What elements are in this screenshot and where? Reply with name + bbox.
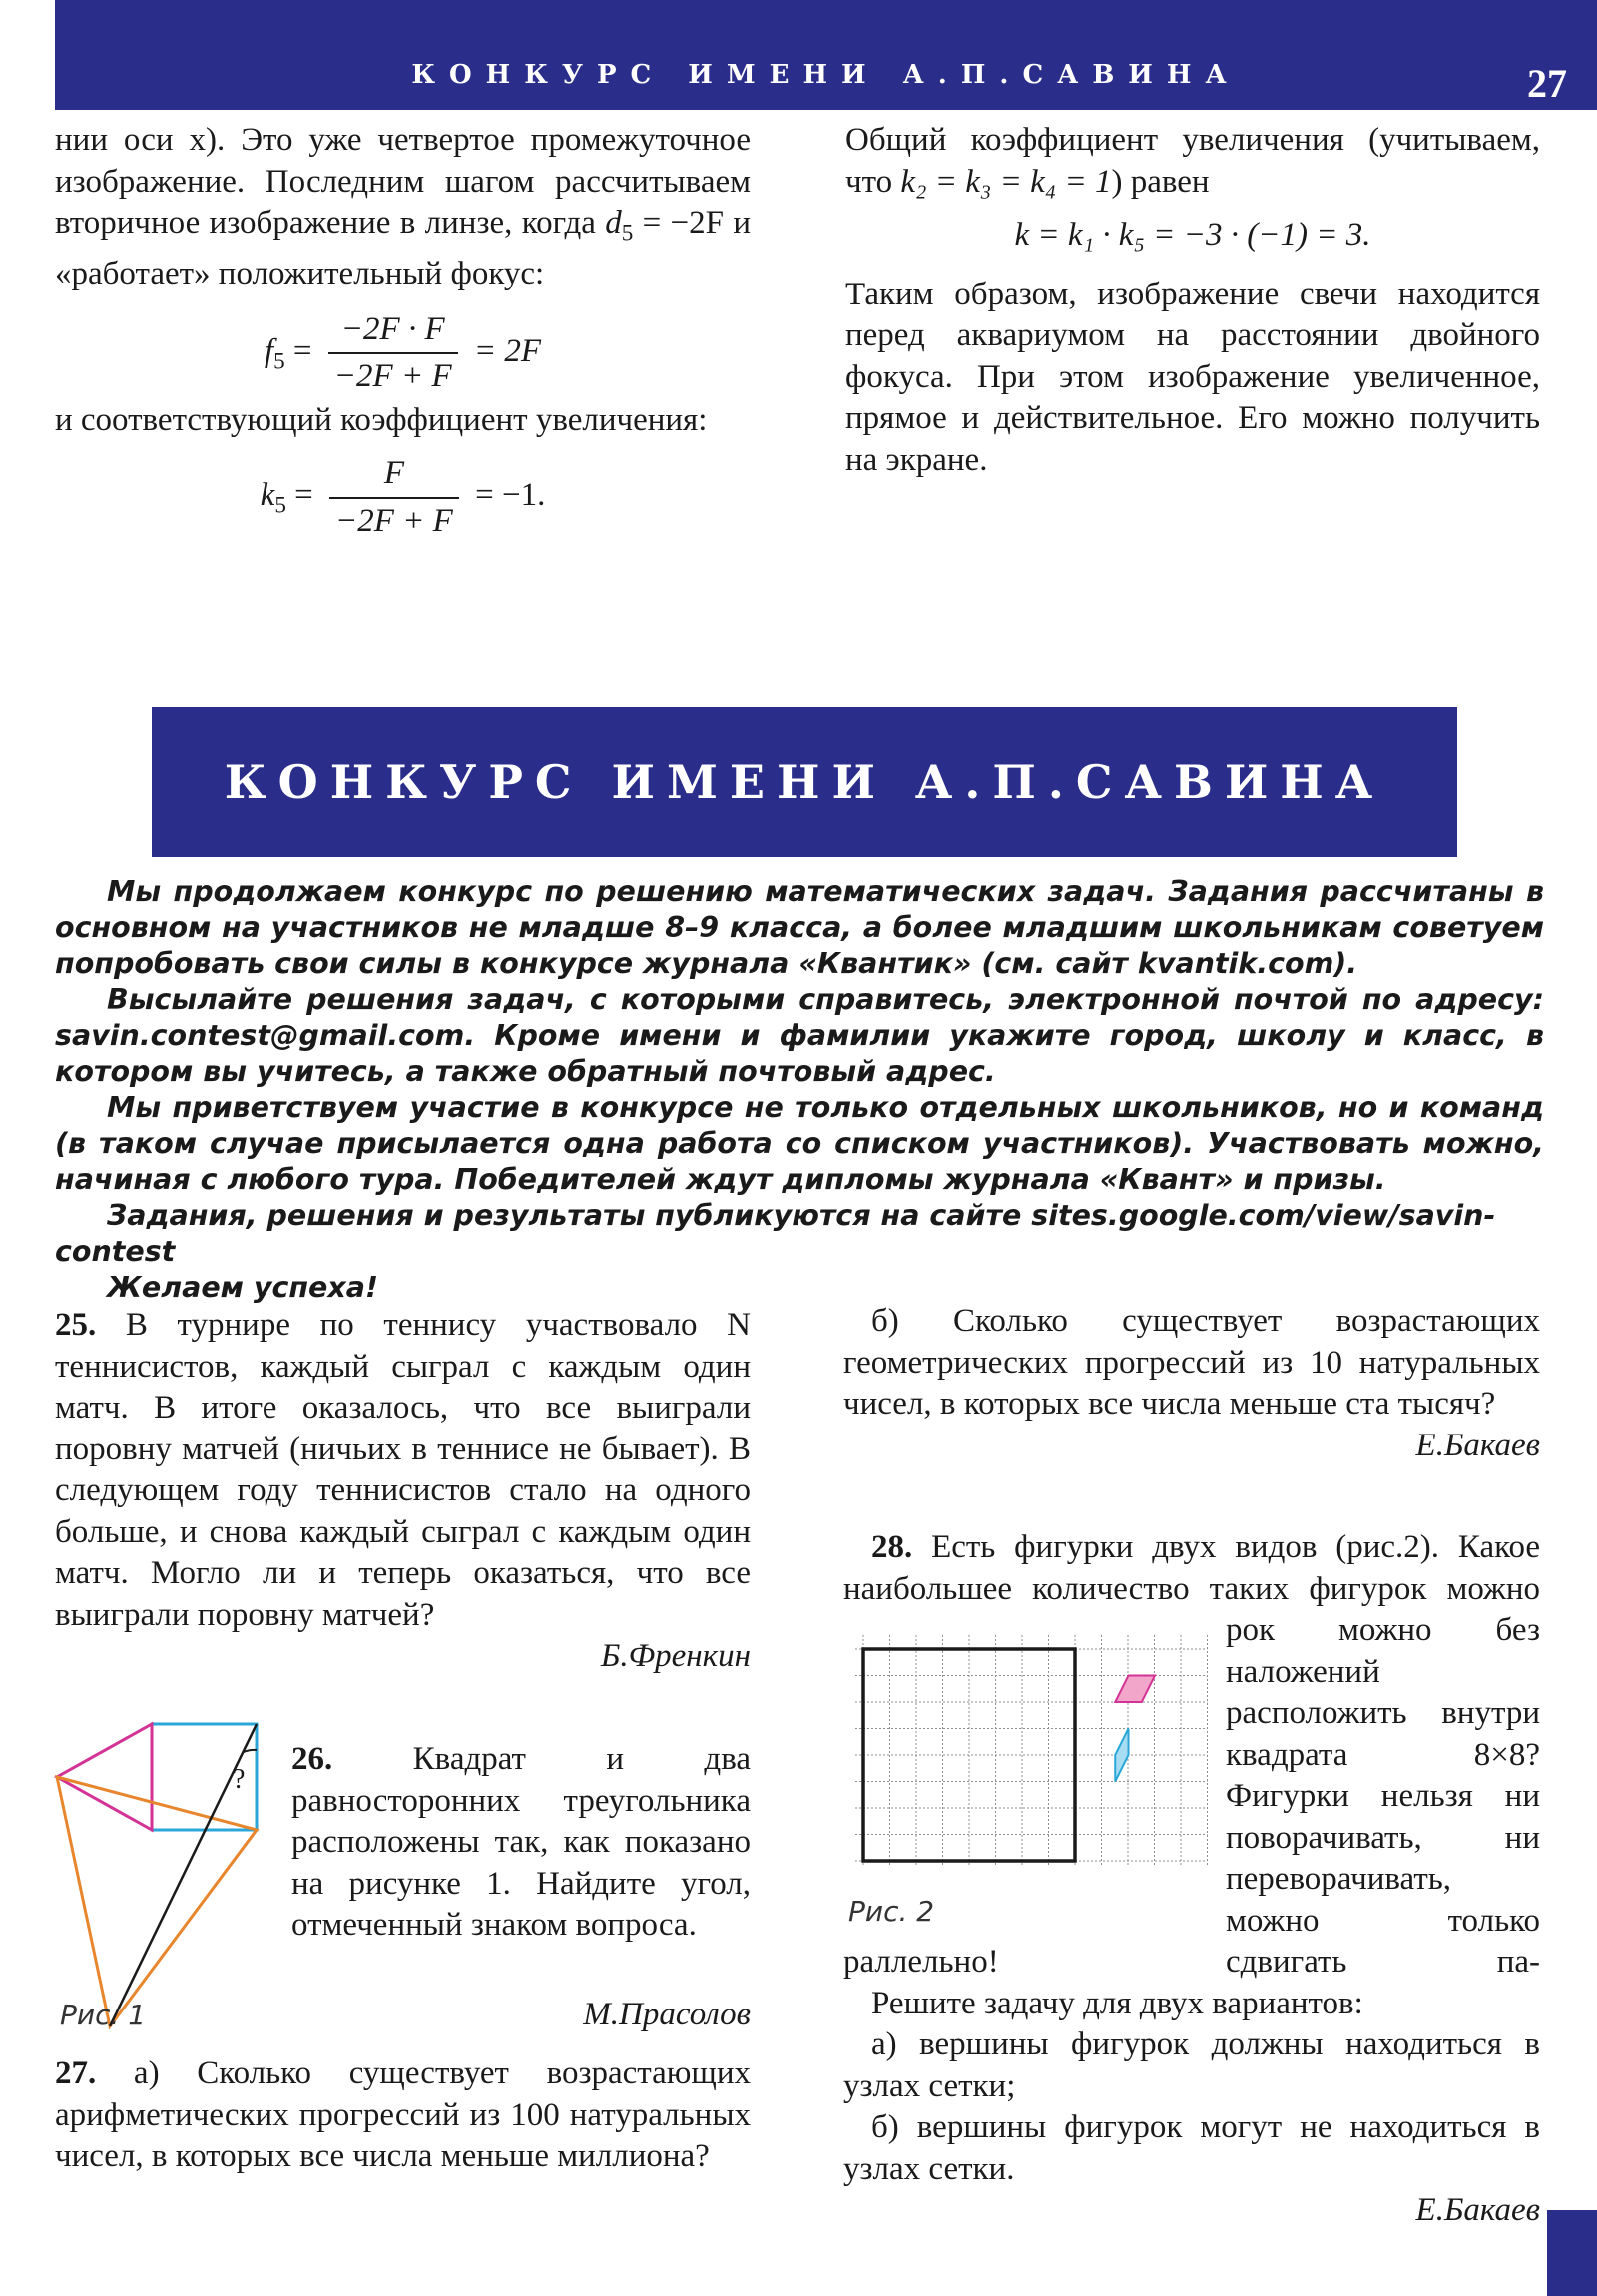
contest-intro [55, 874, 1544, 1306]
angle-arc [244, 1750, 257, 1752]
paragraph: Таким образом, изображение свечи находится перед аквариумом на расстоянии двойного фокуса. При этом изображение увеличенное, прямое и действительное. Его можно получить на экране. [845, 276, 1540, 478]
problem-author: Е.Бакаев [1415, 2192, 1540, 2228]
variant-b: б) вершины фигурок могут не находиться в узлах сетки. [843, 2109, 1540, 2187]
right-top-column [845, 120, 1540, 481]
problem-text: Есть фигурки двух видов (рис.2). Какое наибольшее количество таких фигурок можно [843, 1529, 1540, 1607]
corner-tab [1547, 2210, 1597, 2296]
problem-text: б) Сколько существует возрастающих геометрических прогрессий из 10 натуральных чисел, в которых все числа меньше ста тысяч? [843, 1303, 1540, 1422]
running-title: КОНКУРС ИМЕНИ А.П.САВИНА [411, 60, 1241, 90]
problem-author: Е.Бакаев [1415, 1427, 1540, 1463]
problem-text: а) Сколько существует возрастающих арифметических прогрессий из 100 натуральных чисел, в которых все числа меньше миллиона? [55, 2055, 751, 2174]
grid [855, 1635, 1208, 1867]
problem-number: 28. [871, 1529, 913, 1565]
paragraph: Общий коэффициент увеличения (учитываем, что k₂ = k₃ = k₄ = 1) равен [845, 122, 1540, 200]
question-mark: ? [233, 1764, 246, 1795]
page-header [55, 0, 1597, 110]
intro-paragraph: Мы продолжаем конкурс по решению математических задач. Задания рассчитаны в основном на участников не младше 8–9 класса, а более младшим школьникам советуем попробовать свои силы в конкурсе журнала «Квантик» (см. сайт kvantik.com). [55, 875, 1544, 980]
page-number: 27 [1527, 61, 1567, 106]
problem-text-end: раллельно! [843, 1944, 999, 1980]
section-banner: КОНКУРС ИМЕНИ А.П.САВИНА [152, 707, 1457, 857]
formula-f5: $f_5$ = $\frac{-2F \cdot F}{-2F + F}$ = 2F [55, 309, 751, 398]
blue-parallelogram [1115, 1729, 1128, 1782]
intro-paragraph: Мы приветствуем участие в конкурсе не только отдельных школьников, но и команд (в таком случае присылается одна работа со списком участников). Участвовать можно, начиная с любого тура. Победителей ждут дипломы журнала «Квант» и призы. [55, 1091, 1544, 1196]
left-top-column [55, 120, 751, 542]
figure-1-caption: Рис. 1 [60, 1999, 147, 2031]
variants-intro: Решите задачу для двух вариантов: [871, 1985, 1363, 2021]
problem-26 [291, 1739, 751, 1947]
problem-text: Квадрат и два равносторонних треугольника расположены так, как показано на рисунке 1. Найдите угол, отмеченный знаком вопроса. [291, 1741, 752, 1943]
paragraph: и соответствующий коэффициент увеличения: [55, 401, 708, 438]
problem-28-intro [843, 1527, 1540, 1610]
pink-parallelogram [1115, 1676, 1155, 1703]
problem-number: 26. [291, 1741, 333, 1777]
problem-27 [55, 2053, 751, 2178]
formula-k5: $k_5$ = $\frac{F}{-2F + F}$ = −1. [55, 453, 751, 542]
problem-text-wrap: рок можно без наложений расположить внутри квадрата 8×8? Фигурки нельзя ни поворачивать, ни переворачивать, можно только сдвигать па- [1226, 1612, 1540, 1980]
figure-2 [843, 1627, 1223, 1877]
magenta-triangle [57, 1724, 152, 1830]
paragraph: нии оси x). Это уже четвертое промежуточное изображение. Последним шагом рассчитываем вторичное изображение в линзе, когда $d_5 = -2F$ и «работает» положительный фокус: [55, 122, 752, 292]
problem-number: 27. [55, 2055, 97, 2091]
fraction: $\frac{-2F \cdot F}{-2F + F}$ [328, 309, 458, 398]
intro-paragraph: Желаем успеха! [107, 1271, 378, 1304]
problem-text: В турнире по теннису участвовало N теннисистов, каждый сыграл с каждым один матч. В итоге оказалось, что все выиграли поровну матчей (ничьих в теннисе не бывает). В следующем году теннисистов стало на одного больше, и снова каждый сыграл с каждым один матч. Могло ли и теперь оказаться, что все выиграли поровну матчей? [55, 1307, 752, 1633]
orange-triangle [57, 1777, 257, 2026]
problem-26-author: М.Прасолов [583, 1997, 751, 2032]
intro-paragraph: Высылайте решения задач, с которыми справитесь, электронной почтой по адресу: savin.contest@gmail.com. Кроме имени и фамилии укажите город, школу и класс, в котором вы учитесь, а также обратный почтовый адрес. [55, 983, 1544, 1088]
problem-28-wrap [1226, 1610, 1540, 1984]
figure-2-caption: Рис. 2 [848, 1895, 935, 1928]
variant-a: а) вершины фигурок должны находиться в узлах сетки; [843, 2026, 1540, 2104]
figure-1 [45, 1722, 269, 2036]
intro-paragraph: Задания, решения и результаты публикуются на сайте sites.google.com/view/savin-contest [55, 1199, 1496, 1268]
problem-25 [55, 1305, 751, 1678]
formula-k: k = k₁ · k₅ = −3 · (−1) = 3. [1014, 217, 1371, 253]
problem-27-b [843, 1301, 1540, 1466]
fraction: $\frac{F}{-2F + F}$ [329, 453, 459, 542]
problem-28-rest [843, 1942, 1540, 2232]
problem-number: 25. [55, 1307, 97, 1343]
problem-author: Б.Френкин [600, 1638, 751, 1674]
